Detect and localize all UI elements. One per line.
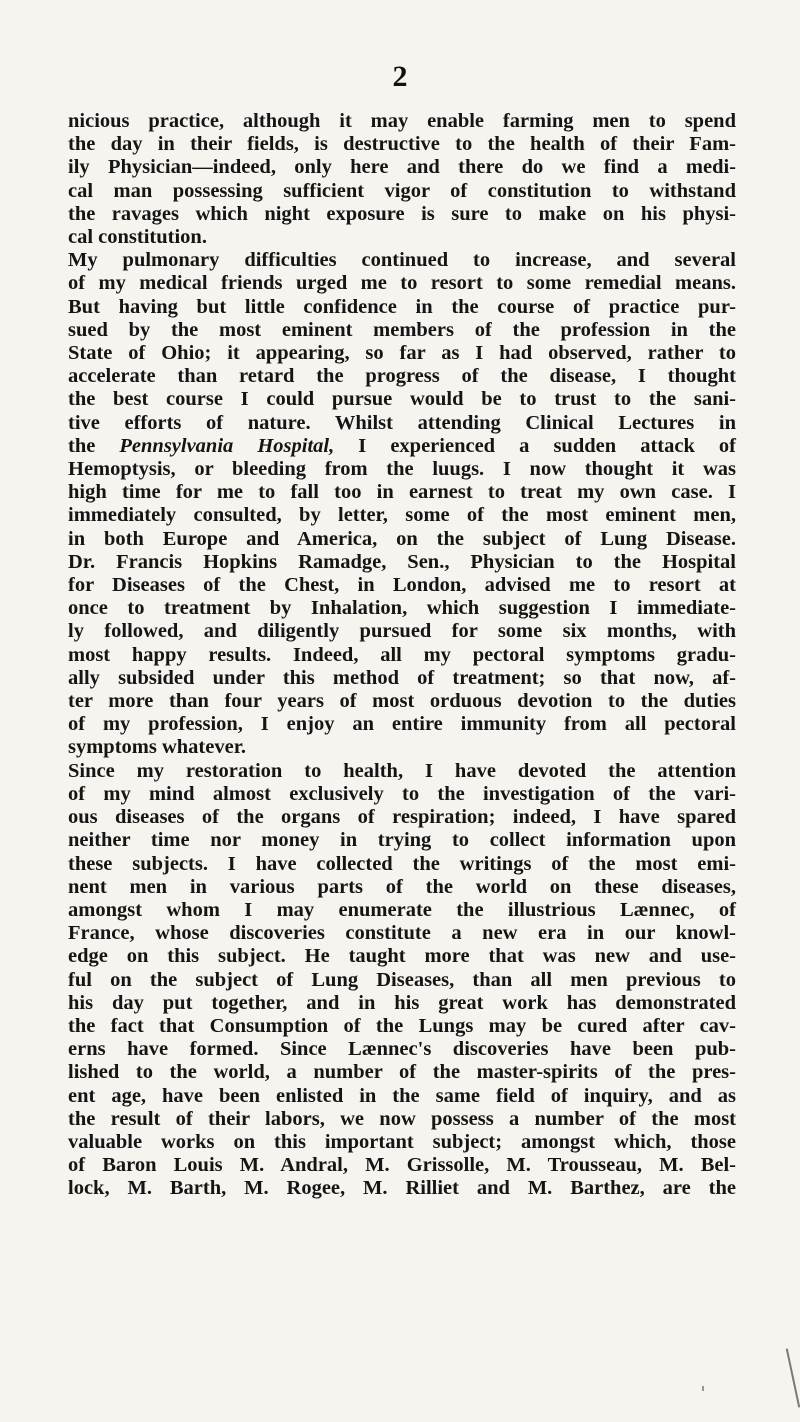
text-line: amongst whom I may enumerate the illustrious Lænnec, of: [68, 898, 736, 921]
text-line: cal man possessing sufficient vigor of constitution to withstand: [68, 179, 736, 202]
text-line: accelerate than retard the progress of the disease, I thought: [68, 365, 736, 388]
text-line: the result of their labors, we now possess a number of the most: [68, 1107, 736, 1130]
text-line: valuable works on this important subject; amongst which, those: [68, 1130, 736, 1153]
text-line: tive efforts of nature. Whilst attending Clinical Lectures in: [68, 411, 736, 434]
text-line: immediately consulted, by letter, some of the most eminent men,: [68, 504, 736, 527]
text-line: of my medical friends urged me to resort to some remedial means.: [68, 272, 736, 295]
text-line: nent men in various parts of the world on these diseases,: [68, 875, 736, 898]
text-line: sued by the most eminent members of the profession in the: [68, 318, 736, 341]
text-line: Since my restoration to health, I have devoted the attention: [68, 759, 736, 782]
text-line: most happy results. Indeed, all my pectoral symptoms gradu-: [68, 643, 736, 666]
text-line: ily Physician—indeed, only here and there do we find a medi-: [68, 156, 736, 179]
ink-speck: [702, 1386, 704, 1391]
text-line: high time for me to fall too in earnest to treat my own case. I: [68, 481, 736, 504]
text-line: symptoms whatever.: [68, 736, 247, 759]
italic-text: Pennsylvania Hospital,: [119, 434, 335, 457]
text-line: of my profession, I enjoy an entire immunity from all pectoral: [68, 713, 736, 736]
text-line: France, whose discoveries constitute a new era in our knowl-: [68, 922, 736, 945]
text-line: Dr. Francis Hopkins Ramadge, Sen., Physician to the Hospital: [68, 550, 736, 573]
text-segment: the: [68, 434, 120, 457]
text-segment: I experienced a sudden attack of: [334, 434, 736, 457]
text-line: the best course I could pursue would be to trust to the sani-: [68, 388, 736, 411]
text-line: in both Europe and America, on the subject of Lung Disease.: [68, 527, 736, 550]
text-line: ful on the subject of Lung Diseases, than all men previous to: [68, 968, 736, 991]
text-line: ent age, have been enlisted in the same field of inquiry, and as: [68, 1084, 736, 1107]
text-line: the day in their fields, is destructive to the health of their Fam-: [68, 133, 736, 156]
text-line: his day put together, and in his great work has demonstrated: [68, 991, 736, 1014]
text-line: edge on this subject. He taught more that was new and use-: [68, 945, 736, 968]
text-line: Hemoptysis, or bleeding from the luugs. I now thought it was: [68, 458, 736, 481]
text-line: these subjects. I have collected the writings of the most emi-: [68, 852, 736, 875]
text-line: lished to the world, a number of the master-spirits of the pres-: [68, 1061, 736, 1084]
text-line: [68, 435, 736, 458]
text-line: But having but little confidence in the course of practice pur-: [68, 295, 736, 318]
text-line: of Baron Louis M. Andral, M. Grissolle, M. Trousseau, M. Bel-: [68, 1154, 736, 1177]
text-line: cal constitution.: [68, 226, 207, 249]
text-line: ter more than four years of most orduous devotion to the duties: [68, 690, 736, 713]
text-line: ly followed, and diligently pursued for some six months, with: [68, 620, 736, 643]
text-line: of my mind almost exclusively to the investigation of the vari-: [68, 782, 736, 805]
page-number: 2: [392, 60, 408, 93]
text-line: ally subsided under this method of treatment; so that now, af-: [68, 666, 736, 689]
text-line: the ravages which night exposure is sure to make on his physi-: [68, 202, 736, 225]
text-line: State of Ohio; it appearing, so far as I had observed, rather to: [68, 342, 736, 365]
text-line: lock, M. Barth, M. Rogee, M. Rilliet and M. Barthez, are the: [68, 1177, 736, 1200]
page-edge-mark: [786, 1348, 800, 1407]
text-line: neither time nor money in trying to collect information upon: [68, 829, 736, 852]
text-line: ous diseases of the organs of respiration; indeed, I have spared: [68, 806, 736, 829]
text-line: once to treatment by Inhalation, which suggestion I immediate-: [68, 597, 736, 620]
text-line: My pulmonary difficulties continued to increase, and several: [68, 249, 736, 272]
text-line: erns have formed. Since Lænnec's discoveries have been pub-: [68, 1038, 736, 1061]
text-line: the fact that Consumption of the Lungs may be cured after cav-: [68, 1014, 736, 1037]
text-line: for Diseases of the Chest, in London, advised me to resort at: [68, 574, 736, 597]
body-text: [68, 110, 736, 1201]
text-line: nicious practice, although it may enable farming men to spend: [68, 110, 736, 132]
